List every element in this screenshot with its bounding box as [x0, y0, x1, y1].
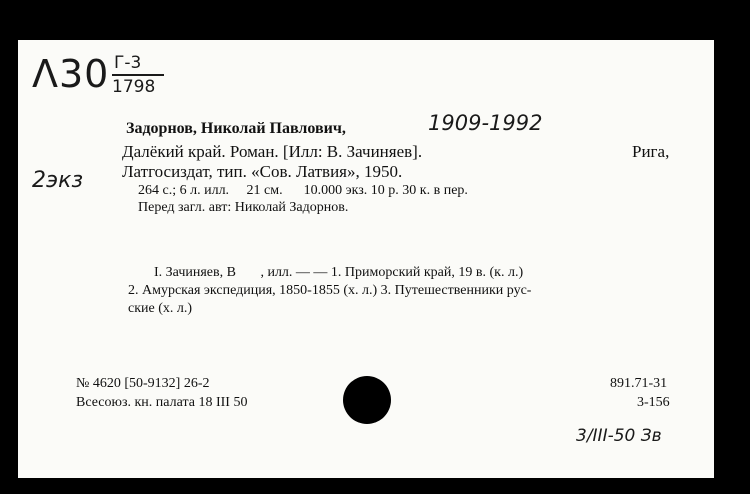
margin-note: 2экз — [32, 168, 84, 193]
handwritten-date: 3/III-50 Зв — [576, 426, 662, 446]
call-number-upper: Г-3 — [114, 53, 142, 73]
tracing-line-1: I. Зачиняев, В , илл. — — 1. Приморский край, 19 в. (к. л.) — [154, 265, 524, 280]
handwritten-dates: 1909-1992 — [428, 111, 543, 135]
tracing-line-2: 2. Амурская экспедиция, 1850-1855 (х. л.) 3. Путешественники рус- — [128, 283, 532, 298]
call-number-lower: 1798 — [112, 77, 156, 97]
entry-heading: Задорнов, Николай Павлович, — [126, 120, 346, 137]
place: Рига, — [632, 142, 670, 161]
call-number-fraction-line — [112, 74, 164, 76]
physical-description: 264 с.; 6 л. илл. 21 см. 10.000 экз. 10 р. 30 к. в пер. — [138, 183, 468, 198]
book-chamber: Всесоюз. кн. палата 18 III 50 — [76, 395, 248, 410]
tracing-line-3: ские (х. л.) — [128, 301, 193, 316]
call-number-main: Λ30 — [32, 52, 110, 96]
author-note: Перед загл. авт: Николай Задорнов. — [138, 200, 349, 215]
punch-hole — [343, 376, 391, 424]
catalog-card — [18, 40, 714, 478]
card-code: 3-156 — [637, 395, 670, 410]
classification-number: 891.71-31 — [610, 376, 668, 391]
title-line-2: Латгосиздат, тип. «Сов. Латвия», 1950. — [122, 162, 403, 181]
registration-number: № 4620 [50-9132] 26-2 — [76, 376, 210, 391]
title-line-1: Далёкий край. Роман. [Илл: В. Зачиняев]. — [122, 142, 423, 161]
